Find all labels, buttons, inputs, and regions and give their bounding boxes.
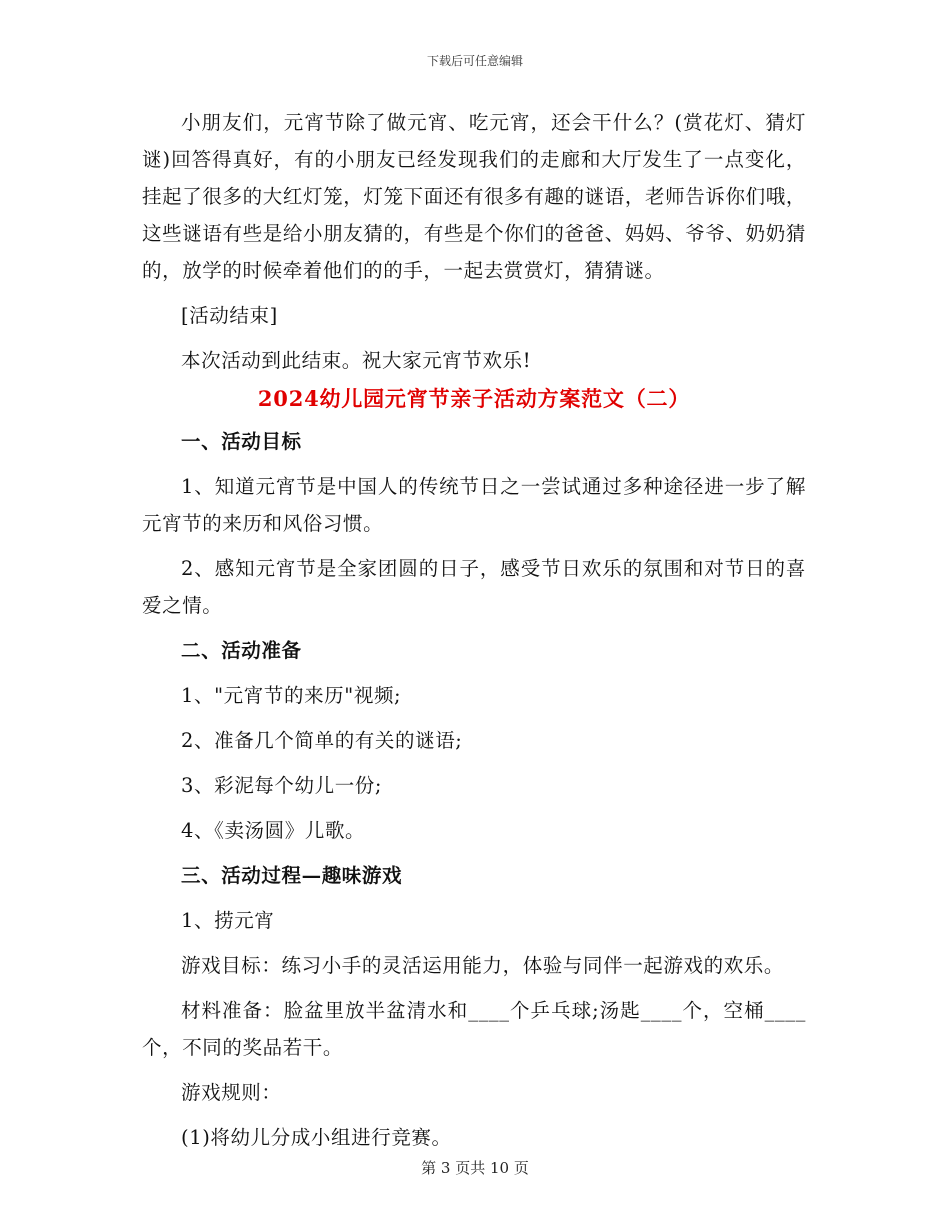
page-header: 下载后可任意编辑 bbox=[426, 54, 523, 68]
paragraph-lantern-riddles: 小朋友们，元宵节除了做元宵、吃元宵，还会干什么？(赏花灯、猜灯谜)回答得真好，有的小朋友已经发现我们的走廊和大厅发生了一点变化，挂起了很多的大红灯笼，灯笼下面还有很多有趣的谜语，老师告诉你们哦，这些谜语有些是给小朋友猜的，有些是个你们的爸爸、妈妈、爷爷、奶奶猜的，放学的时候牵着他们的的手，一起去赏赏灯，猜猜谜。 bbox=[142, 111, 806, 282]
preparation-item-2: 2、准备几个简单的有关的谜语; bbox=[181, 729, 463, 752]
preparation-item-4: 4、《卖汤圆》儿歌。 bbox=[181, 819, 366, 842]
game-rules-label: 游戏规则： bbox=[181, 1081, 282, 1104]
paragraph-activity-end: 本次活动到此结束。祝大家元宵节欢乐! bbox=[181, 349, 532, 372]
preparation-item-3: 3、彩泥每个幼儿一份; bbox=[181, 774, 383, 797]
section-title: 2024幼儿园元宵节亲子活动方案范文（二） bbox=[257, 386, 691, 411]
game-materials: 材料准备：脸盆里放半盆清水和____个乒乓球;汤匙____个，空桶____个，不同的奖品若干。 bbox=[142, 999, 806, 1059]
goal-item-2: 2、感知元宵节是全家团圆的日子，感受节日欢乐的氛围和对节日的喜爱之情。 bbox=[142, 557, 806, 617]
game-rule-1: (1)将幼儿分成小组进行竞赛。 bbox=[181, 1126, 452, 1149]
paragraph-activity-end-label: [活动结束] bbox=[181, 304, 278, 327]
heading-activity-goals: 一、活动目标 bbox=[181, 430, 302, 453]
heading-activity-process: 三、活动过程—趣味游戏 bbox=[181, 864, 403, 887]
game-title: 1、捞元宵 bbox=[181, 909, 275, 932]
preparation-item-1: 1、"元宵节的来历"视频; bbox=[181, 684, 402, 707]
game-goal: 游戏目标：练习小手的灵活运用能力，体验与同伴一起游戏的欢乐。 bbox=[181, 954, 785, 977]
document-body bbox=[142, 104, 806, 1156]
goal-item-1: 1、知道元宵节是中国人的传统节日之一尝试通过多种途径进一步了解元宵节的来历和风俗习惯。 bbox=[142, 475, 806, 535]
page-footer: 第 3 页共 10 页 bbox=[421, 1159, 529, 1177]
heading-activity-preparation: 二、活动准备 bbox=[181, 639, 302, 662]
